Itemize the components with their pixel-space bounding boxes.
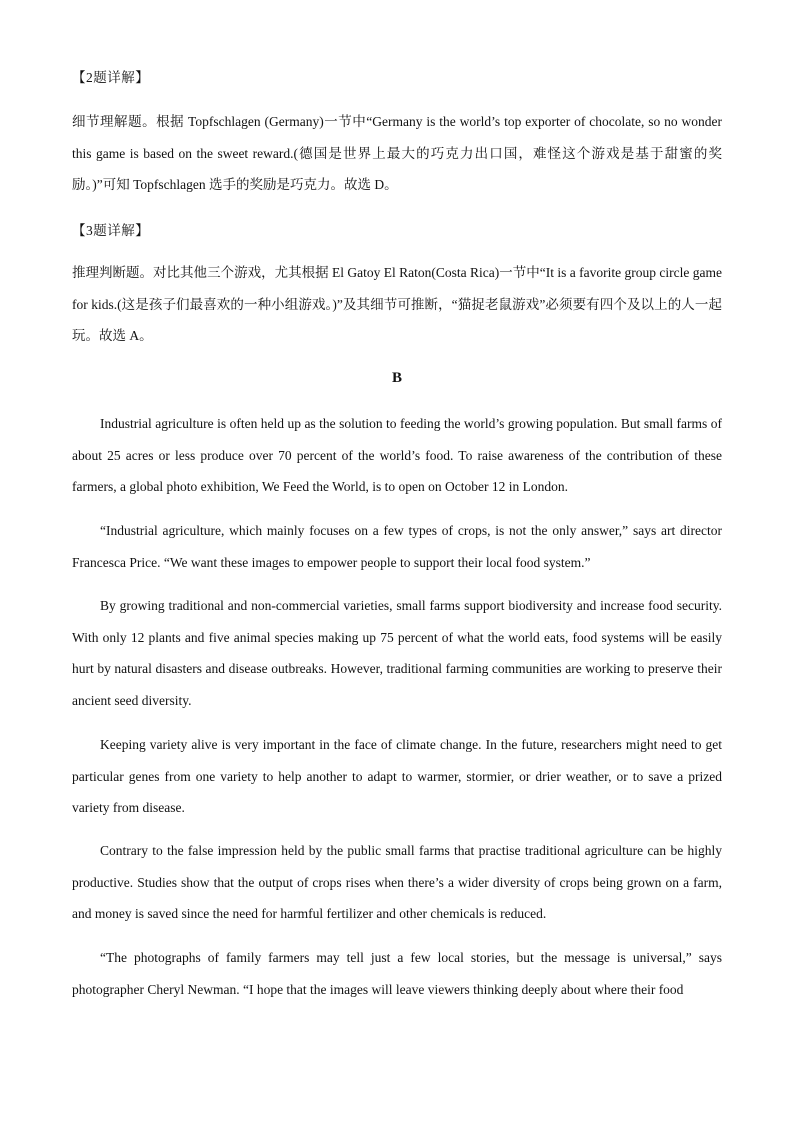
- passage-paragraph-3: By growing traditional and non-commercial varieties, small farms support biodiversity and increase food security. With only 12 plants and five animal species making up 75 percent of what the world eats, food systems will be easily hurt by natural disasters and disease outbreaks. However, traditional farming communities are working to preserve their ancient seed diversity.: [72, 598, 722, 708]
- passage-paragraph-4: Keeping variety alive is very important in the face of climate change. In the future, researchers might need to get particular genes from one variety to help another to adapt to warmer, stormier, or drier weather, or to save a prized variety from disease.: [72, 737, 722, 815]
- passage-paragraph-6: “The photographs of family farmers may tell just a few local stories, but the message is universal,” says photographer Cheryl Newman. “I hope that the images will leave viewers thinking deeply about where their food: [72, 950, 722, 997]
- passage-paragraph-2: “Industrial agriculture, which mainly focuses on a few types of crops, is not the only answer,” says art director Francesca Price. “We want these images to empower people to support their local food system.”: [72, 523, 722, 570]
- section-letter: B: [391, 370, 402, 386]
- q2-explanation: 细节理解题。根据 Topfschlagen (Germany)一节中“Germany is the world’s top exporter of chocolate, so no wonder this game is based on the sweet reward.(德国是世界上最大的巧克力出口国，难怪这个游戏是基于甜蜜的奖励。)”可知 Topfschlagen 选手的奖励是巧克力。故选 D。: [72, 114, 722, 192]
- q3-explanation: 推理判断题。对比其他三个游戏，尤其根据 El Gatoy El Raton(Costa Rica)一节中“It is a favorite group circle game for kids.(这是孩子们最喜欢的一种小组游戏。)”及其细节可推断，“猫捉老鼠游戏”必须要有四个及以上的人一起玩。故选 A。: [72, 265, 722, 343]
- q3-heading: 【3题详解】: [72, 223, 150, 238]
- q2-heading: 【2题详解】: [72, 70, 150, 85]
- passage-paragraph-5: Contrary to the false impression held by the public small farms that practise traditional agriculture can be highly productive. Studies show that the output of crops rises when there’s a wider diversity of crops being grown on a farm, and money is saved since the need for harmful fertilizer and other chemicals is reduced.: [72, 843, 722, 921]
- passage-paragraph-1: Industrial agriculture is often held up as the solution to feeding the world’s growing population. But small farms of about 25 acres or less produce over 70 percent of the world’s food. To raise awareness of the contribution of these farmers, a global photo exhibition, We Feed the World, is to open on October 12 in London.: [72, 416, 722, 494]
